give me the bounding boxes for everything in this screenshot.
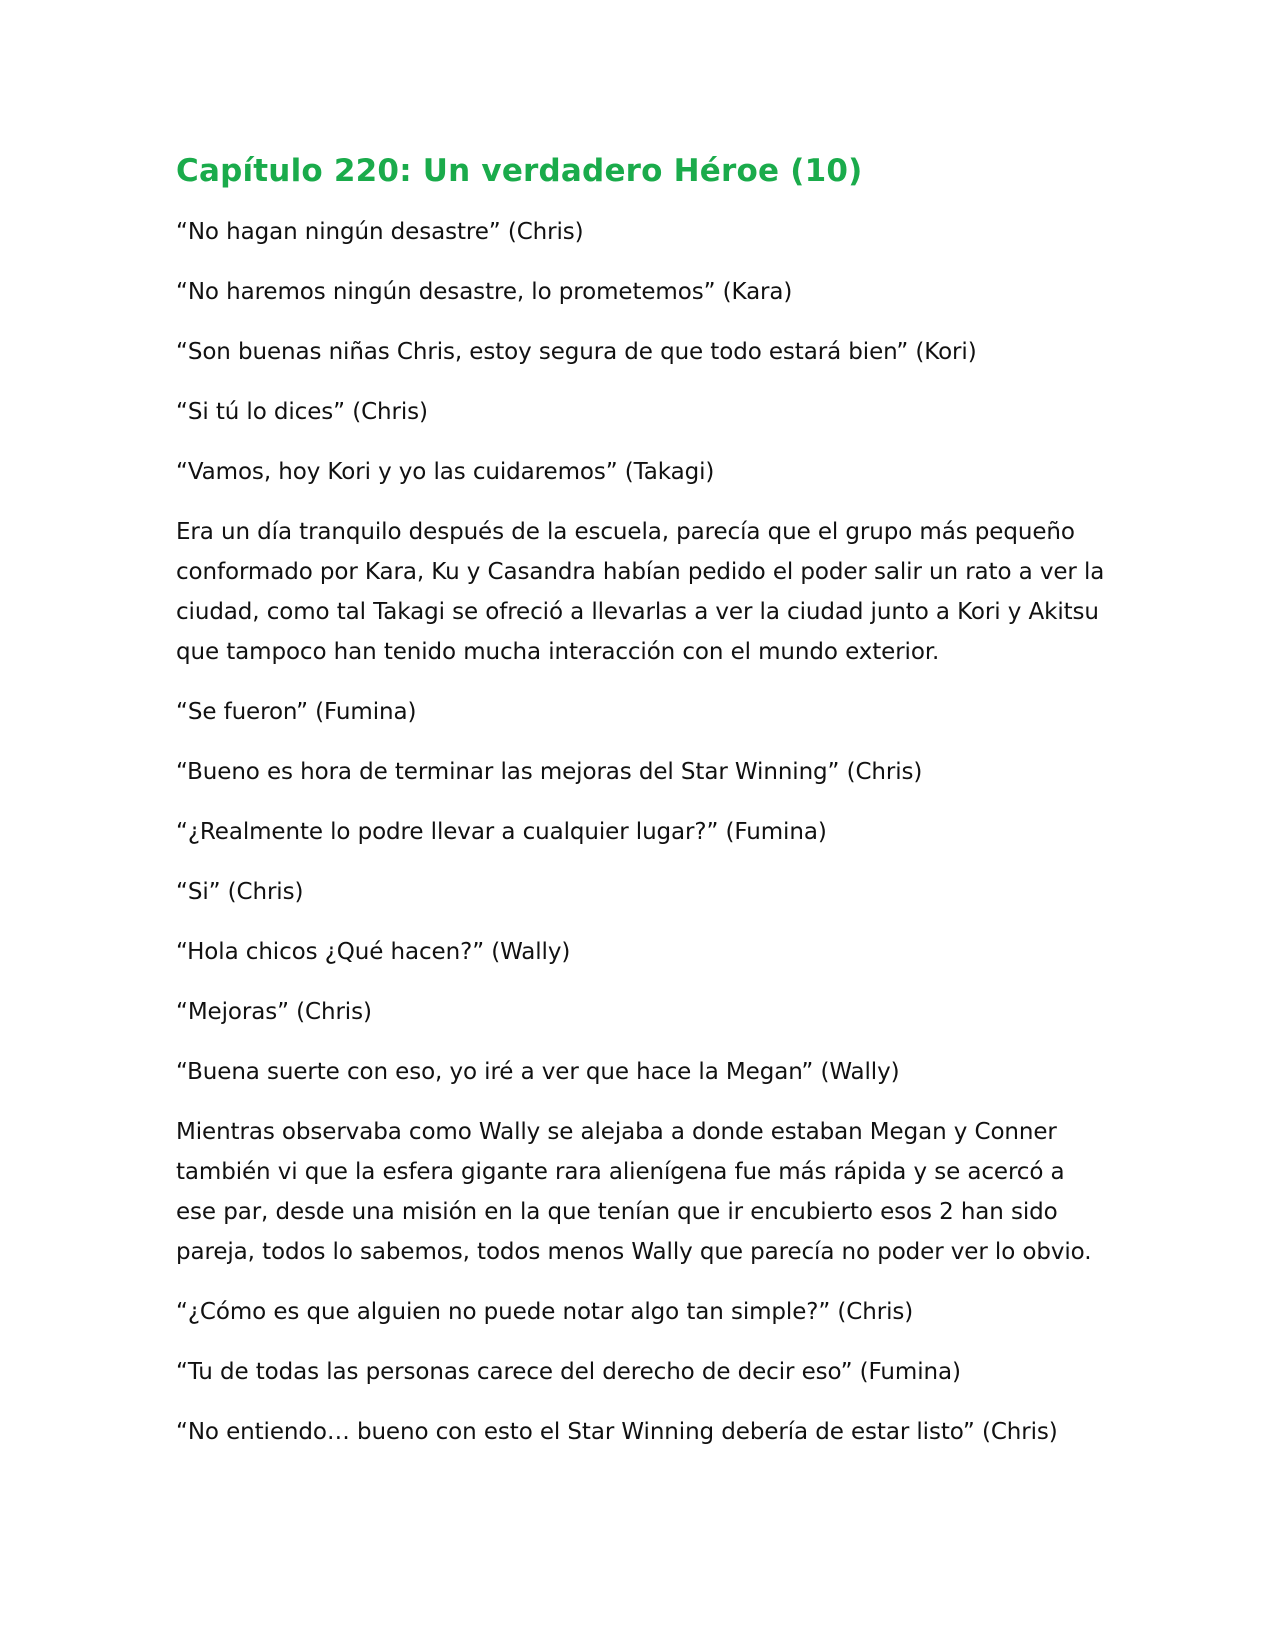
narrative-paragraph: Mientras observaba como Wally se alejaba a donde estaban Megan y Conner también vi que la esfera gigante rara alienígena fue más rápida y se acercó a ese par, desde una misión en la que tenían que ir encubierto esos 2 han sido pareja, todos lo sabemos, todos menos Wally que parecía no poder ver lo obvio. <box>176 1119 1092 1265</box>
paragraph: “No entiendo… bueno con esto el Star Winning debería de estar listo” (Chris) <box>176 1419 1058 1445</box>
paragraph: “Buena suerte con eso, yo iré a ver que hace la Megan” (Wally) <box>176 1059 900 1085</box>
paragraph: “Bueno es hora de terminar las mejoras del Star Winning” (Chris) <box>176 759 923 785</box>
chapter-title: Capítulo 220: Un verdadero Héroe (10) <box>176 153 863 189</box>
paragraph: “Si” (Chris) <box>176 879 304 905</box>
paragraph: “Son buenas niñas Chris, estoy segura de que todo estará bien” (Kori) <box>176 339 977 365</box>
paragraph: “Hola chicos ¿Qué hacen?” (Wally) <box>176 939 571 965</box>
document-body <box>176 150 1111 1472</box>
narrative-paragraph: Era un día tranquilo después de la escuela, parecía que el grupo más pequeño conformado por Kara, Ku y Casandra habían pedido el poder salir un rato a ver la ciudad, como tal Takagi se ofreció a llevarlas a ver la ciudad junto a Kori y Akitsu que tampoco han tenido mucha interacción con el mundo exterior. <box>176 519 1105 665</box>
paragraph: “Tu de todas las personas carece del derecho de decir eso” (Fumina) <box>176 1359 961 1385</box>
paragraph: “¿Realmente lo podre llevar a cualquier lugar?” (Fumina) <box>176 819 827 845</box>
paragraph: “No hagan ningún desastre” (Chris) <box>176 219 584 245</box>
paragraph: “Vamos, hoy Kori y yo las cuidaremos” (Takagi) <box>176 459 715 485</box>
paragraph: “Mejoras” (Chris) <box>176 999 372 1025</box>
paragraph: “Si tú lo dices” (Chris) <box>176 399 428 425</box>
paragraph: “¿Cómo es que alguien no puede notar algo tan simple?” (Chris) <box>176 1299 914 1325</box>
paragraph: “No haremos ningún desastre, lo prometemos” (Kara) <box>176 279 793 305</box>
paragraph: “Se fueron” (Fumina) <box>176 699 417 725</box>
